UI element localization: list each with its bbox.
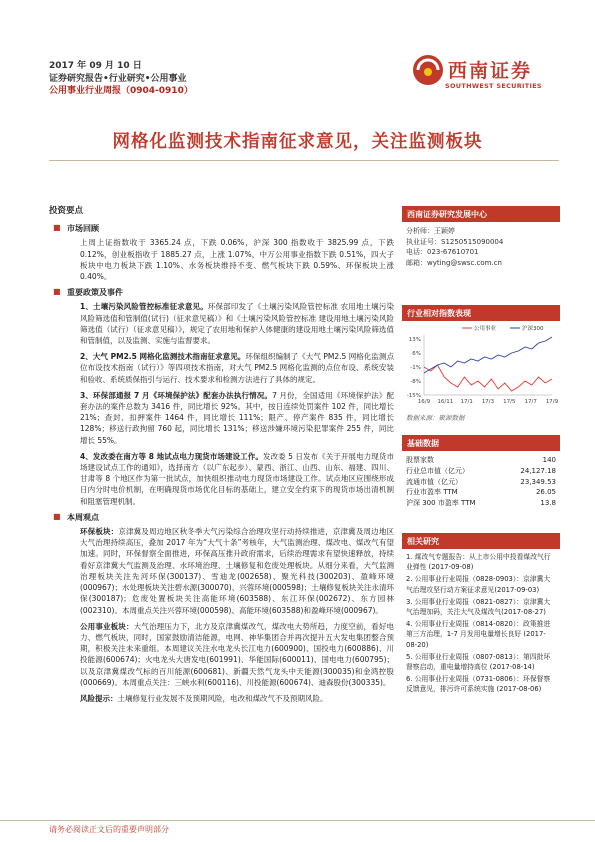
analyst-info	[402, 222, 560, 272]
related-list	[402, 549, 560, 700]
report-title: 网格化监测技术指南征求意见，关注监测板块	[112, 132, 483, 152]
basic-key: 沪深 300 市盈率 TTM	[406, 499, 476, 508]
x-tick-label: 16/11	[437, 399, 454, 405]
footer-divider	[0, 820, 595, 821]
phone-number: 023-67610701	[427, 248, 479, 256]
cert-number: S1250515090004	[441, 237, 504, 246]
basic-value: 13.8	[540, 499, 556, 508]
analyst-label: 分析师：	[406, 227, 434, 235]
series-line	[424, 337, 552, 373]
report-date: 2017 年 09 月 10 日	[49, 61, 142, 71]
basic-value: 24,127.18	[520, 466, 556, 475]
y-tick-label: -15%	[406, 393, 421, 399]
x-tick-label: 17/3	[481, 399, 495, 405]
x-tick-label: 16/9	[417, 399, 431, 405]
env-lead: 环保板块：	[80, 527, 119, 537]
legend-label: 沪深300	[522, 326, 544, 332]
x-tick-label: 17/7	[524, 399, 537, 405]
chart-source: 数据来源：聚源数据	[406, 414, 465, 422]
logo-mark-icon	[412, 54, 444, 86]
basic-data-block	[402, 435, 560, 509]
report-category: 证券研究报告•行业研究•公用事业	[49, 73, 187, 84]
basic-data-table	[402, 451, 560, 509]
policy-item-text: 7 月份，全国适用《环境保护法》配套办法的案件总数为 3416 件，同比增长 92%。其中，按日连续处罚案件 102 件，同比增长 21%；查封、扣押案件 1464 件，同比增长 111%；限产、停产案件 835 件，同比增长 128%；移送行政拘留 760 起，同比增长 131%；移送涉嫌环境污染犯罪案件 255 件，同比增长 55%。	[80, 390, 394, 445]
basic-data-row	[402, 477, 560, 488]
util-view	[80, 621, 394, 688]
email-label: 邮箱：	[406, 258, 427, 267]
util-text: 大气治理压力下，北方及京津冀煤改气、煤改电大势所趋，力度空前，看好电力、燃气板块，同时，国家鼓励清洁能源，电网、神华集团合并再次提升五大发电集团整合预期，积极关注未来重组。本周建议关注水电龙头长江电力(600900)、国投电力(600886)、川投能源(600674)；火电龙头大唐发电(601991)、华能国际(600011)、国电电力(600795)；以及京津冀煤改气标的百川能源(600681)、新疆天然气龙头中天能源(300035)和金鸿控股(000669)。本周重点关注：三峡水利(600116)、川投能源(600674)、迪森股份(300335)。	[80, 621, 395, 687]
phone-label: 电话：	[406, 248, 427, 256]
basic-data-row	[402, 487, 560, 498]
basic-data-row	[402, 466, 560, 477]
basic-data-row	[402, 455, 560, 466]
x-tick-label: 17/9	[545, 399, 559, 405]
related-item[interactable]: 2. 公用事业行业周报（0828-0903）：京津冀大气治理攻坚行动方案征求意见(2017-09-03)	[406, 575, 551, 594]
policy-item-text: 环保组织编制了《大气 PM2.5 网格化监测点位布设技术指南（试行）》等四项技术指南，对大气 PM2.5 网格化监测的点位布设、系统安装和验收、系统质保指引与运行、技术要求和检测方法进行了具体的规定。	[80, 352, 394, 384]
title-divider	[49, 160, 559, 161]
basic-key: 股票家数	[406, 456, 434, 464]
logo-cn: 西南证券	[448, 60, 533, 82]
policy-item	[80, 451, 394, 507]
y-tick-label: -8%	[410, 379, 421, 385]
basic-data-row	[402, 498, 560, 509]
util-lead: 公用事业板块：	[80, 621, 134, 631]
risk-text: 土壤修复行业发展不及预期风险，电改和煤改气不及预期风险。	[117, 693, 328, 703]
y-tick-label: -1%	[410, 365, 421, 371]
section-title: 投资要点	[49, 206, 84, 216]
y-tick-label: 13%	[408, 337, 421, 343]
basic-value: 26.05	[535, 488, 556, 497]
policy-item-lead: 3、环保部通报 7 月《环境保护法》配套办法执行情况。	[80, 390, 273, 400]
cert-label: 执业证号：	[406, 237, 441, 246]
related-research-title: 相关研究	[402, 533, 560, 549]
policy-item-lead: 2、大气 PM2.5 网格化监测技术指南征求意见。	[80, 352, 246, 362]
basic-key: 流通市值（亿元）	[406, 477, 462, 486]
related-item[interactable]: 1. 煤改气专题报告：从上市公用中投看煤改气行业弹性 (2017-09-08)	[406, 553, 551, 572]
market-text: 上周上证指数收于 3365.24 点，下跌 0.06%，沪深 300 指数收于 3825.99 点，下跌 0.12%，创业板指收于 1885.27 点，上涨 1.07%，中万公用事业指数下跌 0.51%，四大子板块中电力板块下跌 1.10%、水务板块维持不变、燃气板块下跌 0.59%、环保板块上涨 0.40%。	[80, 238, 394, 282]
policy-item-lead: 1、土壤污染风险管控标准征求意见。	[80, 302, 208, 312]
related-item[interactable]: 3. 公用事业行业周报（0821-0827）：京津冀大气治理加码，关注大气及煤改气(2017-08-27)	[406, 597, 551, 617]
basic-value: 140	[542, 456, 556, 464]
related-item[interactable]: 4. 公用事业行业周报（0814-0820）：政策推进第三方治理，1-7 月发用电量增长良好 (2017-08-20)	[406, 620, 551, 649]
x-tick-label: 17/5	[503, 399, 516, 405]
series-line	[424, 365, 552, 391]
policy-heading: ■ 重要政策及事件	[67, 287, 394, 298]
basic-key: 行业总市值（亿元）	[406, 466, 469, 475]
policy-item-text: 环保部印发了《土壤污染风险管控标准 农用地土壤污染风险筛选值和管制值(试行)（征求意见稿）》和《土壤污染风险管控标准 建设用地土壤污染风险筛选值（试行）（征求意见稿）》，规定了农用地和保护人体健康的建设用地土壤污染风险筛选值和管制值，以及监测、实施与监督要求。	[80, 302, 394, 346]
index-chart-block	[402, 305, 560, 422]
focus-heading: ■ 本周观点	[67, 512, 394, 523]
logo-en: SOUTHWEST SECURITIES	[445, 82, 542, 90]
research-center-title: 西南证券研究发展中心	[402, 206, 560, 222]
company-logo	[412, 52, 562, 102]
policy-item	[80, 390, 394, 446]
policy-item	[80, 301, 394, 346]
basic-key: 行业市盈率 TTM	[406, 488, 458, 497]
x-tick-label: 17/1	[460, 399, 473, 405]
policy-item-lead: 4、发改委在南方等 8 地试点电力现货市场建设工作。	[80, 451, 263, 461]
chart-title: 行业相对指数表现	[402, 305, 560, 321]
main-content	[49, 206, 394, 709]
related-item[interactable]: 5. 公用事业行业周报（0807-0813）：第四批环督察启动，重电量增持高位 (2017-08-14)	[406, 652, 551, 672]
related-item[interactable]: 6. 公用事业行业周报（0731-0806）：环保督察反馈意见，排污许可系统实施 (2017-08-06)	[406, 675, 551, 694]
analyst-name: 王颖婷	[434, 227, 455, 235]
market-heading: ■ 市场回顾	[67, 223, 394, 234]
env-view	[80, 526, 394, 616]
sidebar	[402, 206, 560, 272]
y-tick-label: 6%	[412, 351, 421, 357]
env-text: 京津冀及周边地区秋冬季大气污染综合治理攻坚行动持续推进，京津冀及周边地区大气治理持续高压，叠加 2017 年为“大气十条”考核年，大气监测治理、煤改电、煤改气有望加速。同时，环保督察全面推进，环保高压推升政府需求，后续治理需求有望快速释放，持续看好京津冀大气监测及治理、水环境治理、土壤修复和危废处理板块。从细分来看，大气监测治理板块关注先河环保(300137)、雪迪龙(002658)、聚光科技(300203)、盈峰环境(000967)；水处理板块关注碧水源(300070)、兴蓉环境(000598)；土壤修复板块关注永清环保(300187)；危废处置板块关注高能环境(603588)、东江环保(002672)、东方园林(002310)。本周重点关注兴蓉环境(000598)、高能环境(603588)和盈峰环境(000967)。	[80, 527, 394, 615]
footer-disclaimer: 请务必阅读正文后的重要声明部分	[49, 825, 169, 834]
report-type: 公用事业行业周报（0904-0910）	[49, 86, 193, 96]
email-address[interactable]: wyting@swsc.com.cn	[427, 258, 502, 267]
legend-label: 公用事业	[474, 326, 497, 332]
basic-value: 23,349.53	[520, 477, 556, 486]
report-header	[49, 60, 193, 98]
risk-view	[80, 693, 394, 704]
policy-item-text: 发改委 5 日发布《关于开展电力现货市场建设试点工作的通知》，选择南方（以广东起步）、蒙西、浙江、山西、山东、福建、四川、甘肃等 8 个地区作为第一批试点，加快组织推动电力现货市场建设工作。试点地区应围绕形成日内分时电价机制，在明确现货市场优化目标的基础上，建立安全约束下的现货市场出清机制和阻塞管理机制。	[80, 451, 394, 506]
relative-index-chart	[402, 321, 560, 409]
related-research-block	[402, 533, 560, 700]
policy-item	[80, 351, 394, 385]
basic-data-title: 基础数据	[402, 435, 560, 451]
risk-lead: 风险提示：	[80, 693, 118, 703]
